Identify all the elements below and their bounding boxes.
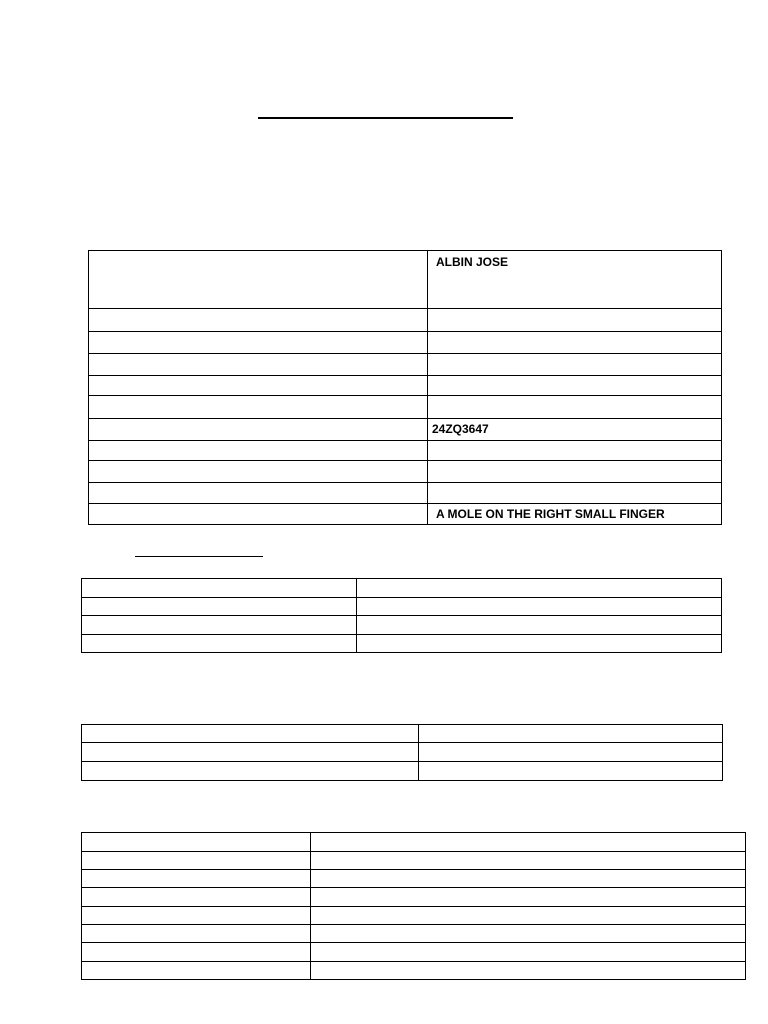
value-cell (311, 943, 746, 962)
identification-mark-value: A MOLE ON THE RIGHT SMALL FINGER (428, 504, 722, 525)
value-cell (428, 441, 722, 461)
table-row (82, 925, 746, 943)
label-cell (89, 419, 428, 441)
value-cell (311, 833, 746, 852)
value-cell (311, 852, 746, 870)
table-row (89, 396, 722, 419)
value-cell (428, 483, 722, 504)
personal-details-table (88, 250, 722, 525)
label-cell (89, 309, 428, 332)
label-cell (82, 743, 419, 762)
value-cell (428, 309, 722, 332)
label-cell (82, 725, 419, 743)
value-cell (428, 332, 722, 354)
table-row (89, 309, 722, 332)
label-cell (82, 635, 357, 653)
value-cell (428, 354, 722, 376)
label-cell (89, 332, 428, 354)
id-number-value: 24ZQ3647 (428, 419, 722, 441)
label-cell (82, 833, 311, 852)
title-underline (258, 117, 513, 119)
value-cell (428, 396, 722, 419)
label-cell (82, 925, 311, 943)
table-row (82, 943, 746, 962)
label-cell (89, 504, 428, 525)
value-cell (357, 598, 722, 616)
table-row (82, 598, 722, 616)
name-value: ALBIN JOSE (428, 251, 722, 309)
table-row (82, 962, 746, 980)
table-row (82, 870, 746, 888)
value-cell (311, 907, 746, 925)
table-row (82, 907, 746, 925)
value-cell (428, 376, 722, 396)
value-cell (311, 962, 746, 980)
value-cell (419, 725, 723, 743)
label-cell (82, 907, 311, 925)
label-cell (89, 461, 428, 483)
label-cell (82, 870, 311, 888)
table-row (89, 504, 722, 525)
section-3-table (81, 724, 723, 781)
table-row (82, 635, 722, 653)
label-cell (89, 376, 428, 396)
label-cell (89, 441, 428, 461)
label-cell (89, 354, 428, 376)
label-cell (82, 598, 357, 616)
table-row (82, 725, 723, 743)
label-cell (82, 616, 357, 635)
label-cell (82, 579, 357, 598)
value-cell (311, 870, 746, 888)
label-cell (82, 852, 311, 870)
label-cell (82, 962, 311, 980)
value-cell (311, 925, 746, 943)
table-row (82, 888, 746, 907)
value-cell (419, 762, 723, 781)
section-underline (135, 556, 263, 557)
value-cell (357, 616, 722, 635)
section-2-table (81, 578, 722, 653)
value-cell (357, 635, 722, 653)
label-cell (89, 483, 428, 504)
label-cell (89, 396, 428, 419)
table-row (82, 833, 746, 852)
value-cell (428, 461, 722, 483)
value-cell (357, 579, 722, 598)
label-cell (89, 251, 428, 309)
label-cell (82, 888, 311, 907)
table-row (82, 579, 722, 598)
table-row (82, 743, 723, 762)
value-cell (419, 743, 723, 762)
label-cell (82, 943, 311, 962)
table-row (89, 354, 722, 376)
label-cell (82, 762, 419, 781)
table-row (89, 441, 722, 461)
section-4-table (81, 832, 746, 980)
table-row (89, 332, 722, 354)
value-cell (311, 888, 746, 907)
table-row (89, 483, 722, 504)
table-row (82, 762, 723, 781)
table-row (89, 376, 722, 396)
table-row (89, 461, 722, 483)
table-row (82, 616, 722, 635)
table-row (82, 852, 746, 870)
table-row (89, 419, 722, 441)
table-row (89, 251, 722, 309)
